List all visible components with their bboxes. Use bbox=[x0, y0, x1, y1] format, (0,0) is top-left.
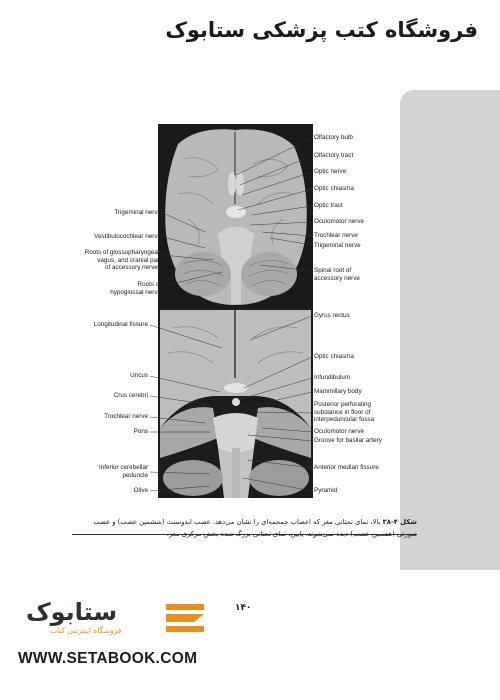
label-hypoglossal-roots: Roots of hypoglossal nerve bbox=[110, 281, 161, 296]
store-title: فروشگاه کتب پزشکی ستابوک bbox=[165, 18, 478, 42]
label-optic-chiasma-bottom: Optic chiasma bbox=[314, 353, 354, 360]
label-anterior-median-fissure: Anterior median fissure bbox=[314, 464, 379, 471]
website-url[interactable]: WWW.SETABOOK.COM bbox=[18, 650, 198, 667]
logo-subtitle: فروشگاه اینترنتی کتاب bbox=[50, 626, 122, 635]
page-edge-tab bbox=[400, 90, 500, 570]
label-longitudinal-fissure: Longitudinal fissure bbox=[93, 321, 148, 328]
figure-caption bbox=[72, 516, 417, 540]
label-olfactory-tract: Olfactory tract bbox=[314, 152, 354, 159]
label-optic-nerve: Optic nerve bbox=[314, 168, 347, 175]
label-gyrus-rectus: Gyrus rectus bbox=[314, 312, 350, 319]
label-glossopharyngeal-roots: Roots of glossopharyngeal, vagus, and cranial part of accessory nerves bbox=[84, 249, 161, 272]
label-infundibulum: Infundibulum bbox=[314, 374, 351, 381]
caption-text: بالا، نمای تحتانی مغز که اعصاب جمجمه‌ای را نشان می‌دهد. عصب ابدوسنت (ششمین عصب) و عصب صورتی (هفتمین عصب) دیده نمی‌شوند. پایین، نمای تحتانی بزرگ شده بخش مرکزی مغز. bbox=[93, 518, 417, 538]
logo-wordmark: ستابوک bbox=[26, 598, 118, 626]
label-basilar-groove: Groove for basilar artery bbox=[314, 437, 382, 444]
page-number: ۱۴۰ bbox=[235, 603, 252, 613]
label-posterior-perforating: Posterior perforating substance in floor of interpeduncular fossa bbox=[314, 401, 375, 424]
label-uncus: Uncus bbox=[130, 372, 148, 379]
figure-number: شکل ۴-۳۸ bbox=[382, 518, 417, 526]
brain-inferior-photo bbox=[158, 124, 313, 308]
label-pyramid: Pyramid bbox=[314, 487, 338, 494]
label-trigeminal-nerve-left: Trigeminal nerve bbox=[114, 209, 161, 216]
label-trigeminal-nerve-right: Trigeminal nerve bbox=[314, 242, 361, 249]
label-oculomotor-nerve-bottom: Oculomotor nerve bbox=[314, 428, 365, 435]
label-optic-tract: Optic tract bbox=[314, 202, 343, 209]
label-optic-chiasma: Optic chiasma bbox=[314, 185, 354, 192]
label-oculomotor-nerve: Oculomotor nerve bbox=[314, 218, 365, 225]
label-vestibulocochlear-nerve: Vestibulocochlear nerve bbox=[94, 233, 161, 240]
label-olive: Olive bbox=[133, 487, 148, 494]
book-stack-icon bbox=[164, 600, 206, 636]
label-pons: Pons bbox=[133, 428, 148, 435]
label-trochlear-nerve: Trochlear nerve bbox=[314, 232, 358, 239]
label-trochlear-nerve-bottom: Trochlear nerve bbox=[104, 413, 148, 420]
brain-central-photo bbox=[158, 308, 313, 498]
caption-divider bbox=[72, 534, 417, 535]
label-crus-cerebri: Crus cerebri bbox=[113, 392, 148, 399]
label-olfactory-bulb: Olfactory bulb bbox=[314, 134, 353, 141]
label-mammillary-body: Mammillary body bbox=[314, 388, 362, 395]
label-spinal-root-accessory: Spinal root of accessory nerve bbox=[314, 267, 360, 282]
label-inferior-cerebellar-peduncle: Inferior cerebellar peduncle bbox=[99, 464, 148, 479]
